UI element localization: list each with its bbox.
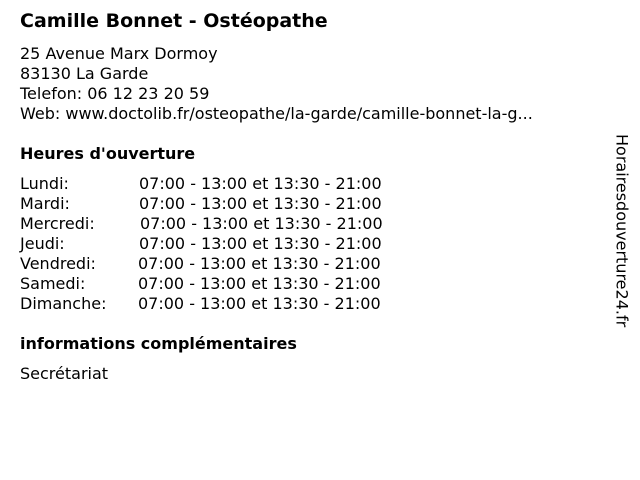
hours-day: Lundi: bbox=[20, 174, 69, 193]
hours-time: 07:00 - 13:00 et 13:30 - 21:00 bbox=[138, 274, 381, 293]
hours-day: Jeudi: bbox=[20, 234, 65, 253]
hours-time: 07:00 - 13:00 et 13:30 - 21:00 bbox=[138, 254, 381, 273]
hours-day: Mercredi: bbox=[20, 214, 95, 233]
additional-info-heading: informations complémentaires bbox=[20, 334, 297, 353]
opening-hours-heading: Heures d'ouverture bbox=[20, 144, 196, 163]
business-title: Camille Bonnet - Ostéopathe bbox=[20, 10, 328, 32]
hours-time: 07:00 - 13:00 et 13:30 - 21:00 bbox=[139, 174, 382, 193]
site-watermark: Horairesdouverture24.fr bbox=[612, 134, 632, 328]
business-details bbox=[20, 44, 533, 124]
hours-time: 07:00 - 13:00 et 13:30 - 21:00 bbox=[140, 214, 383, 233]
hours-time: 07:00 - 13:00 et 13:30 - 21:00 bbox=[138, 294, 381, 313]
additional-info-text: Secrétariat bbox=[20, 364, 109, 383]
hours-day: Samedi: bbox=[20, 274, 86, 293]
hours-time: 07:00 - 13:00 et 13:30 - 21:00 bbox=[139, 194, 382, 213]
address-city: 83130 La Garde bbox=[20, 64, 149, 83]
address-street: 25 Avenue Marx Dormoy bbox=[20, 44, 218, 63]
hours-day: Mardi: bbox=[20, 194, 70, 213]
hours-day: Dimanche: bbox=[20, 294, 107, 313]
hours-time: 07:00 - 13:00 et 13:30 - 21:00 bbox=[139, 234, 382, 253]
website-link[interactable]: Web: www.doctolib.fr/osteopathe/la-garde/camille-bonnet-la-g... bbox=[20, 104, 533, 123]
hours-day: Vendredi: bbox=[20, 254, 96, 273]
phone-number[interactable]: Telefon: 06 12 23 20 59 bbox=[20, 84, 210, 103]
